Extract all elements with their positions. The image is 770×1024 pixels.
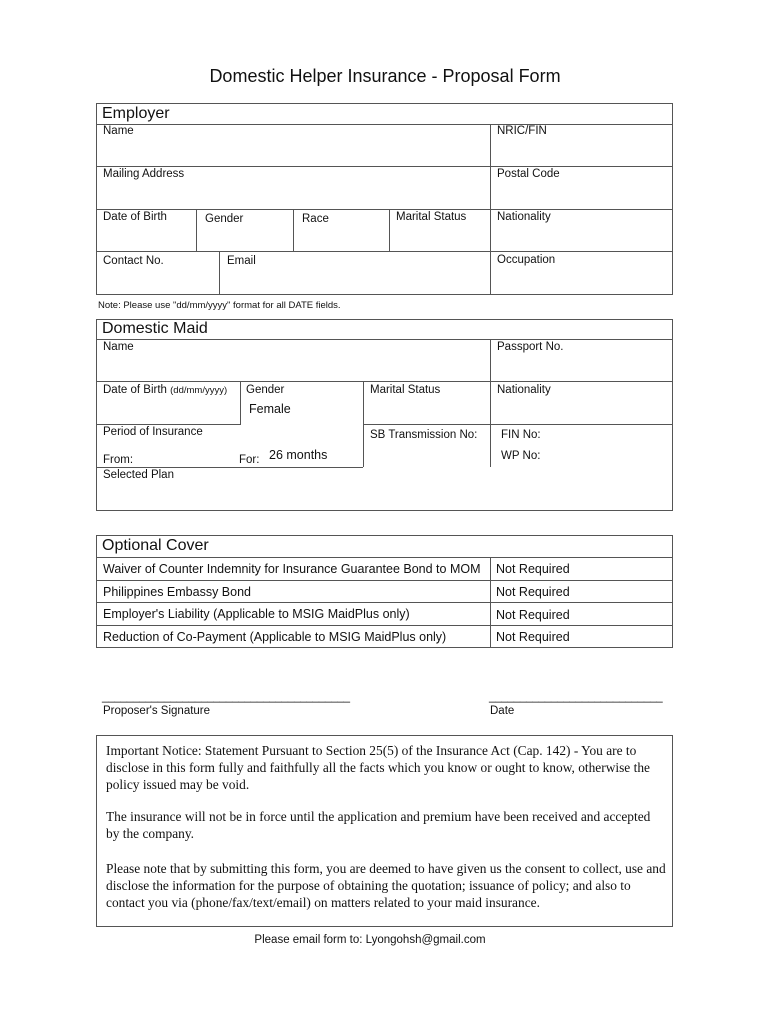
- optional-row-value[interactable]: Not Required: [496, 608, 570, 622]
- notice-paragraph-2: The insurance will not be in force until the application and premium have been received and accepted by the company.: [106, 809, 651, 841]
- maid-plan-field[interactable]: Selected Plan: [103, 469, 174, 481]
- maid-dob-label: Date of Birth: [103, 384, 167, 396]
- employer-section: [96, 103, 673, 295]
- maid-period-label: Period of Insurance: [103, 426, 203, 438]
- maid-heading: Domestic Maid: [102, 320, 208, 337]
- optional-row-value[interactable]: Not Required: [496, 630, 570, 644]
- maid-fin-field[interactable]: FIN No:: [501, 429, 541, 441]
- employer-email-field[interactable]: Email: [227, 255, 256, 267]
- maid-wp-field[interactable]: WP No:: [501, 450, 541, 462]
- employer-address-field[interactable]: Mailing Address: [103, 168, 185, 180]
- optional-row-value[interactable]: Not Required: [496, 585, 570, 599]
- employer-nationality-field[interactable]: Nationality: [497, 211, 551, 223]
- maid-dob-format: (dd/mm/yyyy): [170, 385, 228, 396]
- notice-paragraph-3: Please note that by submitting this form, you are deemed to have given us the consent to collect, use and disclose the information for the purpose of obtaining the quotation; issuance of policy; and also to contact you via (phone/fax/text/email) on matters related to your maid insurance.: [106, 861, 666, 910]
- employer-race-field[interactable]: Race: [302, 213, 329, 225]
- employer-heading: Employer: [102, 105, 170, 122]
- signature-label: Proposer's Signature: [103, 705, 211, 717]
- date-label: Date: [490, 705, 515, 717]
- footer-email-note: Please email form to: Lyongohsh@gmail.com: [254, 934, 486, 946]
- maid-sb-field[interactable]: SB Transmission No:: [370, 429, 478, 441]
- employer-gender-field[interactable]: Gender: [205, 213, 244, 225]
- notice-paragraph-1: Important Notice: Statement Pursuant to Section 25(5) of the Insurance Act (Cap. 142) - You are to disclose in this form fully and faithfully all the facts which you know or ought to know, otherwise the policy issued may be void.: [106, 743, 650, 792]
- date-line[interactable]: ____________________________: [489, 691, 663, 703]
- maid-section: [96, 319, 673, 511]
- signature-line[interactable]: ________________________________________: [102, 691, 350, 703]
- employer-nric-field[interactable]: NRIC/FIN: [497, 125, 547, 137]
- maid-for-label: For:: [239, 454, 260, 466]
- optional-cover-heading: Optional Cover: [102, 537, 209, 554]
- maid-gender-value[interactable]: Female: [249, 402, 291, 416]
- optional-row-label: Reduction of Co-Payment (Applicable to MSIG MaidPlus only): [103, 630, 447, 644]
- employer-contact-field[interactable]: Contact No.: [103, 255, 164, 267]
- page-title: Domestic Helper Insurance - Proposal Form: [209, 66, 561, 86]
- employer-postal-field[interactable]: Postal Code: [497, 168, 560, 180]
- maid-gender-label: Gender: [246, 384, 285, 396]
- optional-row-value[interactable]: Not Required: [496, 562, 570, 576]
- maid-name-field[interactable]: Name: [103, 341, 134, 353]
- optional-row-label: Waiver of Counter Indemnity for Insurance Guarantee Bond to MOM: [103, 562, 481, 576]
- maid-from-field[interactable]: From:: [103, 454, 134, 466]
- employer-marital-field[interactable]: Marital Status: [396, 211, 467, 223]
- maid-dob-field[interactable]: [103, 384, 227, 396]
- employer-occupation-field[interactable]: Occupation: [497, 254, 556, 266]
- maid-passport-field[interactable]: Passport No.: [497, 341, 564, 353]
- employer-name-field[interactable]: Name: [103, 125, 134, 137]
- optional-row-label: Employer's Liability (Applicable to MSIG MaidPlus only): [103, 607, 410, 621]
- maid-nationality-field[interactable]: Nationality: [497, 384, 551, 396]
- maid-marital-field[interactable]: Marital Status: [370, 384, 441, 396]
- maid-for-value[interactable]: 26 months: [269, 448, 328, 462]
- date-format-note: Note: Please use "dd/mm/yyyy" format for all DATE fields.: [98, 300, 341, 311]
- employer-dob-field[interactable]: Date of Birth: [103, 211, 167, 223]
- optional-row-label: Philippines Embassy Bond: [103, 585, 251, 599]
